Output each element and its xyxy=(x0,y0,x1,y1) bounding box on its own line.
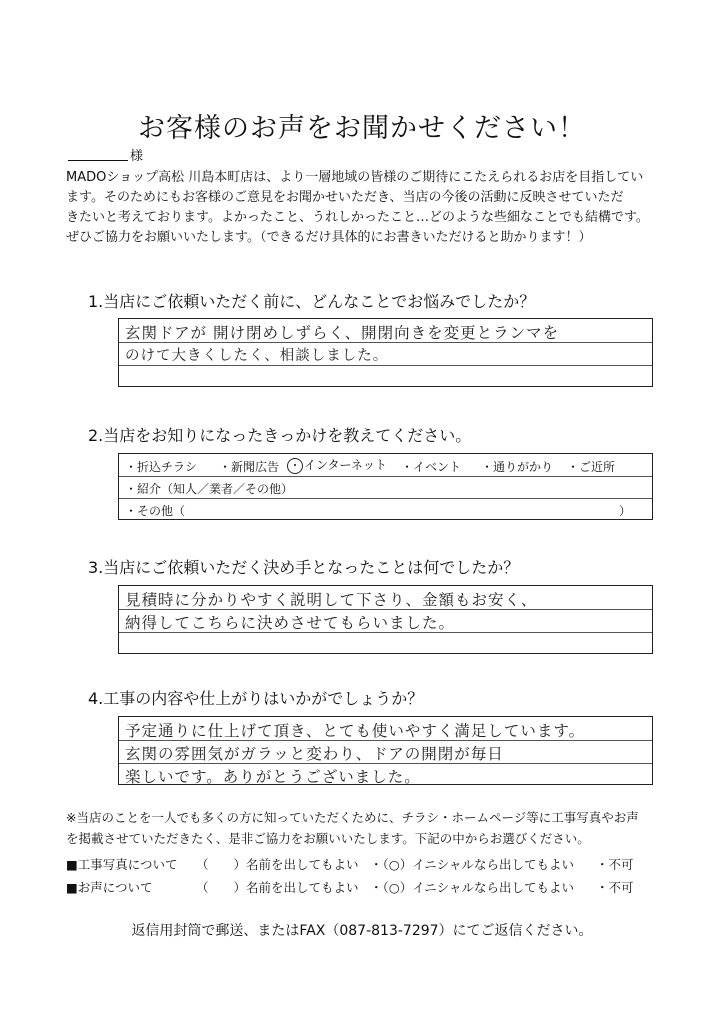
page-title: お客様のお声をお聞かせください！ xyxy=(138,113,586,144)
option-neighborhood[interactable]: ・ご近所 xyxy=(567,460,616,474)
option-flyer[interactable]: ・折込チラシ xyxy=(125,460,198,474)
option-label: インターネット xyxy=(304,458,387,472)
question-2-options-box xyxy=(118,453,653,520)
consent-option-refuse[interactable]: ・不可 xyxy=(596,857,634,872)
intro-line: ます。そのためにもお客様のご意見をお聞かせいただき、当店の今後の活動に反映させていただ xyxy=(66,190,624,205)
intro-line: きたいと考えております。よかったこと、うれしかったこと…どのような些細なことでも結構です。 xyxy=(66,210,649,225)
option-event[interactable]: ・イベント xyxy=(401,460,462,474)
question-3-heading: 3.当店にご依頼いただく決め手となったことは何でしたか？ xyxy=(88,558,520,577)
intro-text xyxy=(66,168,662,248)
question-2-heading: 2.当店をお知りになったきっかけを教えてください。 xyxy=(88,426,472,445)
consent-name-paren[interactable]: （ ） xyxy=(196,857,247,872)
name-suffix: 様 xyxy=(130,149,144,164)
question-1-answer-box[interactable] xyxy=(118,318,653,387)
answer-line: 予定通りに仕上げて頂き、とても使いやすく満足しています。 xyxy=(125,722,586,740)
answer-line: 納得してこちらに決めさせてもらいました。 xyxy=(125,614,456,632)
option-internet[interactable] xyxy=(287,456,387,474)
consent-name-paren[interactable]: （ ） xyxy=(196,880,247,895)
answer-line: 玄関の雰囲気がガラッと変わり、ドアの開閉が毎日 xyxy=(125,745,504,763)
consent-label: ■お声について xyxy=(66,880,153,895)
question-4-answer-box[interactable] xyxy=(118,716,653,785)
question-1-heading: 1.当店にご依頼いただく前に、どんなことでお悩みでしたか？ xyxy=(88,292,536,311)
consent-option-name[interactable]: 名前を出してもよい xyxy=(246,857,359,872)
intro-line: MADOショップ高松 川島本町店は、より一層地域の皆様のご期待にこたえられるお店を目指してい xyxy=(66,170,644,185)
selected-circle-icon: ○ xyxy=(388,880,400,895)
note-line: ※当店のことを一人でも多くの方に知っていただくために、チラシ・ホームページ等に工事写真やお声 xyxy=(66,810,639,825)
customer-name-line xyxy=(68,145,128,161)
consent-label: ■工事写真について xyxy=(66,857,178,872)
question-4-heading: 4.工事の内容や仕上がりはいかがでしょうか？ xyxy=(88,689,424,708)
answer-line: のけて大きくしたく、相談しました。 xyxy=(125,348,389,364)
consent-option-initials[interactable]: ・（○）イニシャルなら出してもよい xyxy=(370,880,574,895)
selected-circle-icon: ○ xyxy=(388,857,400,872)
option-passing-by[interactable]: ・通りがかり xyxy=(481,460,554,474)
question-3-answer-box[interactable] xyxy=(118,585,653,654)
consent-option-refuse[interactable]: ・不可 xyxy=(596,880,634,895)
option-other-close: ） xyxy=(619,504,632,518)
note-line: を掲載させていただきたく、是非ご協力をお願いいたします。下記の中からお選びください。 xyxy=(66,831,590,846)
option-newspaper[interactable]: ・新聞広告 xyxy=(219,460,280,474)
selected-circle-icon: ・ xyxy=(287,458,303,474)
publication-note xyxy=(66,807,666,849)
answer-line: 見積時に分かりやすく説明して下さり、金額もお安く、 xyxy=(125,591,538,609)
consent-option-initials[interactable]: ・（○）イニシャルなら出してもよい xyxy=(370,857,574,872)
intro-line: ぜひご協力をお願いいたします。（できるだけ具体的にお書きいただけると助かります！） xyxy=(66,230,592,245)
answer-line: 楽しいです。ありがとうございました。 xyxy=(125,768,421,786)
consent-option-name[interactable]: 名前を出してもよい xyxy=(246,880,359,895)
option-other[interactable]: ・その他（ xyxy=(125,504,186,518)
answer-line: 玄関ドアが 開け閉めしずらく、開閉向きを変更とランマを xyxy=(125,324,560,342)
footer-instructions: 返信用封筒で郵送、またはFAX（087-813-7297）にてご返信ください。 xyxy=(131,923,593,939)
option-referral[interactable]: ・紹介（知人／業者／その他） xyxy=(125,482,294,496)
